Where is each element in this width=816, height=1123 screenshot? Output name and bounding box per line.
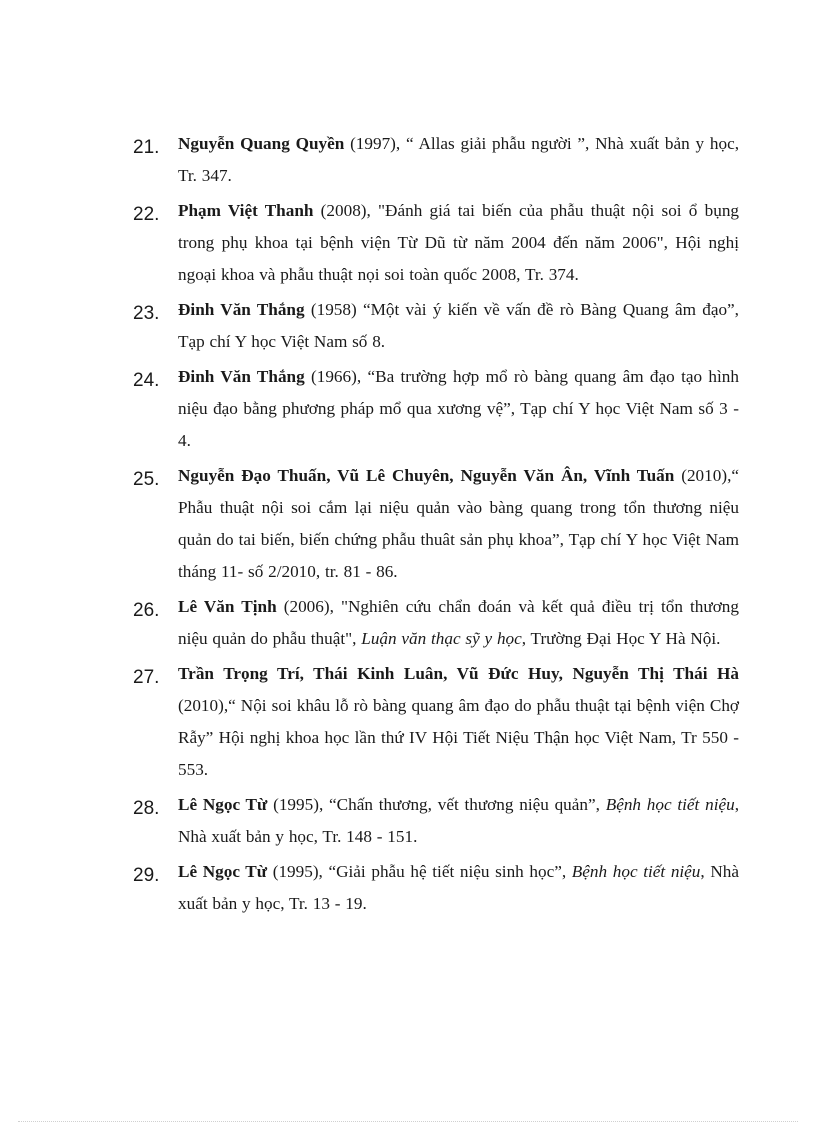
reference-details: (2010),“ Phẫu thuật nội soi cắm lại niệu quản vào bàng quang trong tổn thương niệu quản do tai biến, biến chứng phẫu thuât sản phụ khoa”, Tạp chí Y học Việt Nam tháng 11- số 2/2010, tr. 81 - 86. — [178, 466, 739, 581]
reference-authors: Trần Trọng Trí, Thái Kinh Luân, Vũ Đức Huy, Nguyễn Thị Thái Hà — [178, 664, 739, 683]
reference-details: (1995), “Giải phẫu hệ tiết niệu sinh học”, — [267, 862, 572, 881]
reference-authors: Nguyễn Đạo Thuấn, Vũ Lê Chuyên, Nguyễn Văn Ân, Vĩnh Tuấn — [178, 466, 675, 485]
reference-item — [133, 294, 739, 358]
reference-item — [133, 128, 739, 192]
reference-text — [178, 591, 739, 655]
reference-source: Luận văn thạc sỹ y học — [361, 629, 522, 648]
reference-text — [178, 195, 739, 291]
reference-item — [133, 460, 739, 588]
reference-text — [178, 361, 739, 457]
reference-authors: Lê Ngọc Từ — [178, 862, 268, 881]
reference-text — [178, 789, 739, 853]
reference-number: 23. — [133, 303, 160, 324]
reference-publisher: , Nhà xuất bản y học, Tr. 148 - 151. — [178, 795, 739, 846]
reference-details: (1958) “Một vài ý kiến về vấn đề rò Bàng Quang âm đạo”, Tạp chí Y học Việt Nam số 8. — [178, 300, 739, 351]
reference-item — [133, 856, 739, 920]
reference-details: (2010),“ Nội soi khâu lỗ rò bàng quang âm đạo do phẫu thuật tại bệnh viện Chợ Rẫy” Hội nghị khoa học lần thứ IV Hội Tiết Niệu Thận học Việt Nam, Tr 550 - 553. — [178, 696, 739, 779]
reference-publisher: , Nhà xuất bản y học, Tr. 13 - 19. — [178, 862, 739, 913]
reference-authors: Phạm Việt Thanh — [178, 201, 314, 220]
reference-authors: Nguyễn Quang Quyền — [178, 134, 345, 153]
reference-number: 28. — [133, 798, 160, 819]
reference-item — [133, 789, 739, 853]
reference-authors: Lê Văn Tịnh — [178, 597, 277, 616]
reference-details: (1966), “Ba trường hợp mổ rò bàng quang âm đạo tạo hình niệu đạo bằng phương pháp mổ qua xương vệ”, Tạp chí Y học Việt Nam số 3 - 4. — [178, 367, 739, 450]
reference-details: (1997), “ Allas giải phẫu người ”, Nhà xuất bản y học, Tr. 347. — [178, 134, 739, 185]
reference-authors: Lê Ngọc Từ — [178, 795, 268, 814]
reference-item — [133, 361, 739, 457]
reference-text — [178, 460, 739, 588]
reference-item — [133, 591, 739, 655]
reference-details: (2008), "Đánh giá tai biến của phẫu thuật nội soi ổ bụng trong phụ khoa tại bệnh viện Từ Dũ từ năm 2004 đến năm 2006", Hội nghị ngoại khoa và phẫu thuật nọi soi toàn quốc 2008, Tr. 374. — [178, 201, 740, 284]
reference-text — [178, 128, 739, 192]
reference-source: Bệnh học tiết niệu — [571, 862, 701, 881]
reference-source: Bệnh học tiết niệu — [605, 795, 735, 814]
reference-text — [178, 856, 739, 920]
reference-publisher: , Trường Đại Học Y Hà Nội. — [521, 629, 721, 648]
page-bottom-divider — [18, 1121, 798, 1122]
reference-text — [178, 294, 739, 358]
reference-number: 26. — [133, 600, 160, 621]
reference-number: 29. — [133, 865, 160, 886]
reference-number: 24. — [133, 370, 160, 391]
reference-details: (1995), “Chấn thương, vết thương niệu quản”, — [267, 795, 606, 814]
reference-number: 21. — [133, 137, 160, 158]
reference-number: 22. — [133, 204, 160, 225]
reference-number: 25. — [133, 469, 160, 490]
reference-authors: Đinh Văn Thắng — [178, 367, 305, 386]
reference-list — [133, 128, 739, 923]
reference-details: (2006), "Nghiên cứu chẩn đoán và kết quả điều trị tổn thương niệu quản do phẫu thuật", — [178, 597, 739, 648]
reference-item — [133, 195, 739, 291]
reference-text — [178, 658, 739, 786]
reference-number: 27. — [133, 667, 160, 688]
reference-authors: Đinh Văn Thắng — [178, 300, 305, 319]
reference-item — [133, 658, 739, 786]
